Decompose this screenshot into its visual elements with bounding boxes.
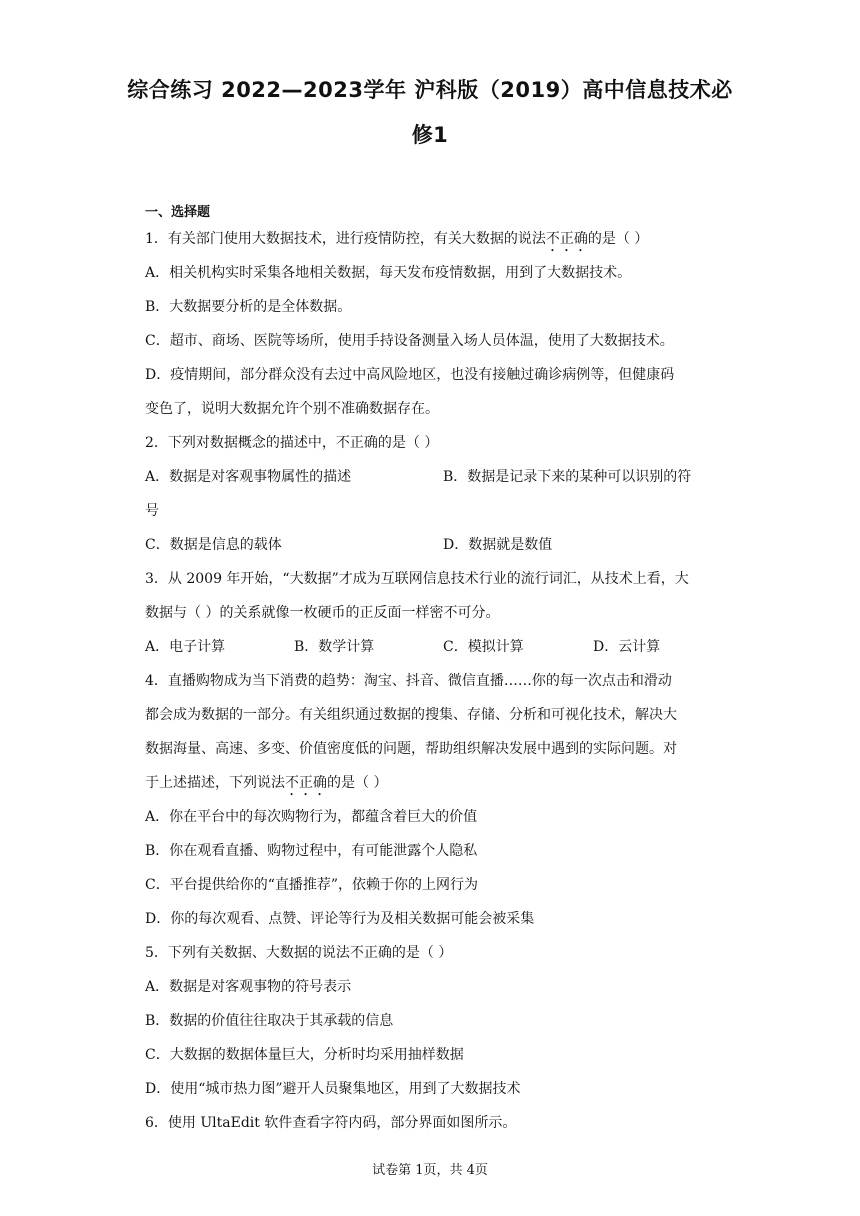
question-2-option-c: C．数据是信息的载体 <box>145 537 282 553</box>
question-5-option-b: B．数据的价值往往取决于其承载的信息 <box>145 1013 394 1029</box>
question-3-stem-line2: 数据与（ ）的关系就像一枚硬币的正反面一样密不可分。 <box>145 605 500 621</box>
document-title-line2: 修1 <box>411 123 449 147</box>
question-4-emphasis: 不正确 <box>285 775 327 791</box>
question-4-stem-line4 <box>145 773 725 799</box>
question-5-option-d: D．使用“城市热力图”避开人员聚集地区，用到了大数据技术 <box>145 1081 521 1097</box>
question-1-option-d-line2: 变色了，说明大数据允许个别不准确数据存在。 <box>145 401 439 417</box>
question-3-option-c: C．模拟计算 <box>443 639 524 655</box>
question-4-option-b: B．你在观看直播、购物过程中，有可能泄露个人隐私 <box>145 843 478 859</box>
question-2-option-b-line2: 号 <box>145 503 159 519</box>
question-4-stem-line3: 数据海量、高速、多变、价值密度低的问题，帮助组织解决发展中遇到的实际问题。对 <box>145 741 677 757</box>
page-footer: 试卷第 1页，共 4页 <box>372 1163 488 1178</box>
question-1-stem-text: 1．有关部门使用大数据技术，进行疫情防控，有关大数据的说法 <box>145 231 546 247</box>
question-4-stem-line1: 4．直播购物成为当下消费的趋势：淘宝、抖音、微信直播……你的每一次点击和滑动 <box>145 673 672 689</box>
question-6-stem: 6．使用 UltaEdit 软件查看字符内码，部分界面如图所示。 <box>145 1115 517 1131</box>
question-4-option-a: A．你在平台中的每次购物行为，都蕴含着巨大的价值 <box>145 809 478 825</box>
question-1-stem-end: 的是（ ） <box>587 231 649 247</box>
question-4-stem-line2: 都会成为数据的一部分。有关组织通过数据的搜集、存储、分析和可视化技术，解决大 <box>145 707 677 723</box>
question-1-option-a: A．相关机构实时采集各地相关数据，每天发布疫情数据，用到了大数据技术。 <box>145 265 632 281</box>
question-3-option-b: B．数学计算 <box>294 639 375 655</box>
document-title-line1: 综合练习 2022—2023学年 沪科版（2019）高中信息技术必 <box>127 78 733 102</box>
question-2-stem: 2．下列对数据概念的描述中，不正确的是（ ） <box>145 435 439 451</box>
question-2-option-d: D．数据就是数值 <box>443 537 553 553</box>
question-4-option-d: D．你的每次观看、点赞、评论等行为及相关数据可能会被采集 <box>145 911 535 927</box>
question-1-option-c: C．超市、商场、医院等场所，使用手持设备测量入场人员体温，使用了大数据技术。 <box>145 333 674 349</box>
question-5-option-c: C．大数据的数据体量巨大，分析时均采用抽样数据 <box>145 1047 464 1063</box>
question-1-option-d-line1: D．疫情期间，部分群众没有去过中高风险地区，也没有接触过确诊病例等，但健康码 <box>145 367 675 383</box>
question-1-option-b: B．大数据要分析的是全体数据。 <box>145 299 352 315</box>
question-2-option-b-line1: B．数据是记录下来的某种可以识别的符 <box>443 469 692 485</box>
question-1-emphasis: 不正确 <box>545 231 588 247</box>
question-5-option-a: A．数据是对客观事物的符号表示 <box>145 979 352 995</box>
question-4-stem-end: 的是（ ） <box>327 775 388 791</box>
question-3-option-a: A．电子计算 <box>145 639 226 655</box>
question-3-stem-line1: 3．从 2009 年开始，“大数据”才成为互联网信息技术行业的流行词汇，从技术上看，大 <box>145 571 689 587</box>
question-4-option-c: C．平台提供给你的“直播推荐”，依赖于你的上网行为 <box>145 877 479 893</box>
question-4-stem-text: 于上述描述，下列说法 <box>145 775 285 791</box>
question-1-stem <box>145 229 725 255</box>
question-3-option-d: D．云计算 <box>593 639 661 655</box>
question-5-stem: 5．下列有关数据、大数据的说法不正确的是（ ） <box>145 945 453 961</box>
question-2-option-a: A．数据是对客观事物属性的描述 <box>145 469 352 485</box>
section-heading: 一、选择题 <box>145 205 211 220</box>
